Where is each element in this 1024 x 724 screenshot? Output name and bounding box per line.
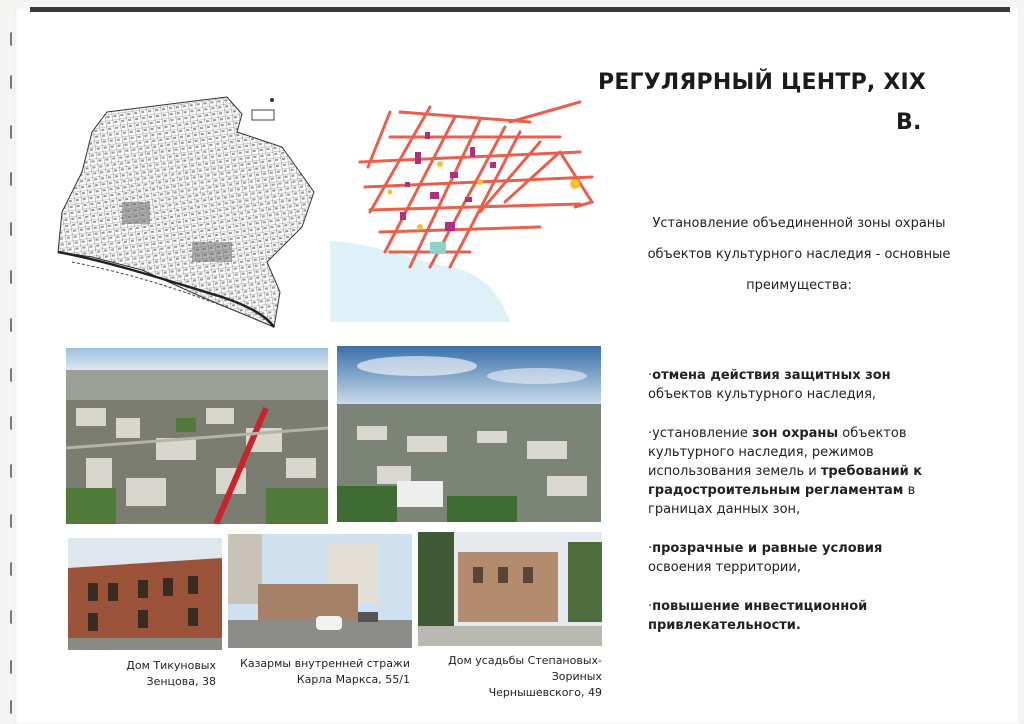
- photo-barracks: [228, 534, 412, 648]
- intro-text: [644, 208, 954, 301]
- title-line-1: РЕГУЛЯРНЫЙ ЦЕНТР, XIX: [598, 70, 927, 95]
- advantage-item: ·установление зон охраны объектов культурного наследия, режимов использования земель и требований к градостроительным регламентам в границах данных зон,: [648, 426, 923, 517]
- advantages-list: [648, 366, 948, 655]
- intro-line-1: Установление объединенной зоны охраны: [652, 216, 946, 231]
- heritage-objects-map: [330, 92, 598, 322]
- historic-city-plan-map: [52, 92, 320, 332]
- photo-stepanov-zorin-house: [418, 532, 602, 646]
- caption-tikunov-house: Дом Тикуновых Зенцова, 38: [126, 659, 216, 688]
- aerial-photo-panorama: [337, 346, 601, 522]
- caption-stepanov-zorin-house: Дом усадьбы Степановых- Зориных Чернышевского, 49: [448, 654, 602, 699]
- advantage-item: ·прозрачные и равные условия освоения территории,: [648, 541, 883, 575]
- scan-top-edge: [30, 7, 1010, 12]
- intro-line-2: объектов культурного наследия - основные: [647, 247, 951, 262]
- title-line-2: В.: [896, 110, 922, 135]
- advantage-item: ·повышение инвестиционной привлекательности.: [648, 599, 868, 633]
- intro-line-3: преимущества:: [746, 278, 852, 293]
- photo-tikunov-house: [68, 538, 222, 650]
- advantage-item: ·отмена действия защитных зон объектов культурного наследия,: [648, 368, 891, 402]
- aerial-photo-city-center: [66, 348, 328, 524]
- caption-barracks: Казармы внутренней стражи Карла Маркса, 55/1: [240, 657, 410, 686]
